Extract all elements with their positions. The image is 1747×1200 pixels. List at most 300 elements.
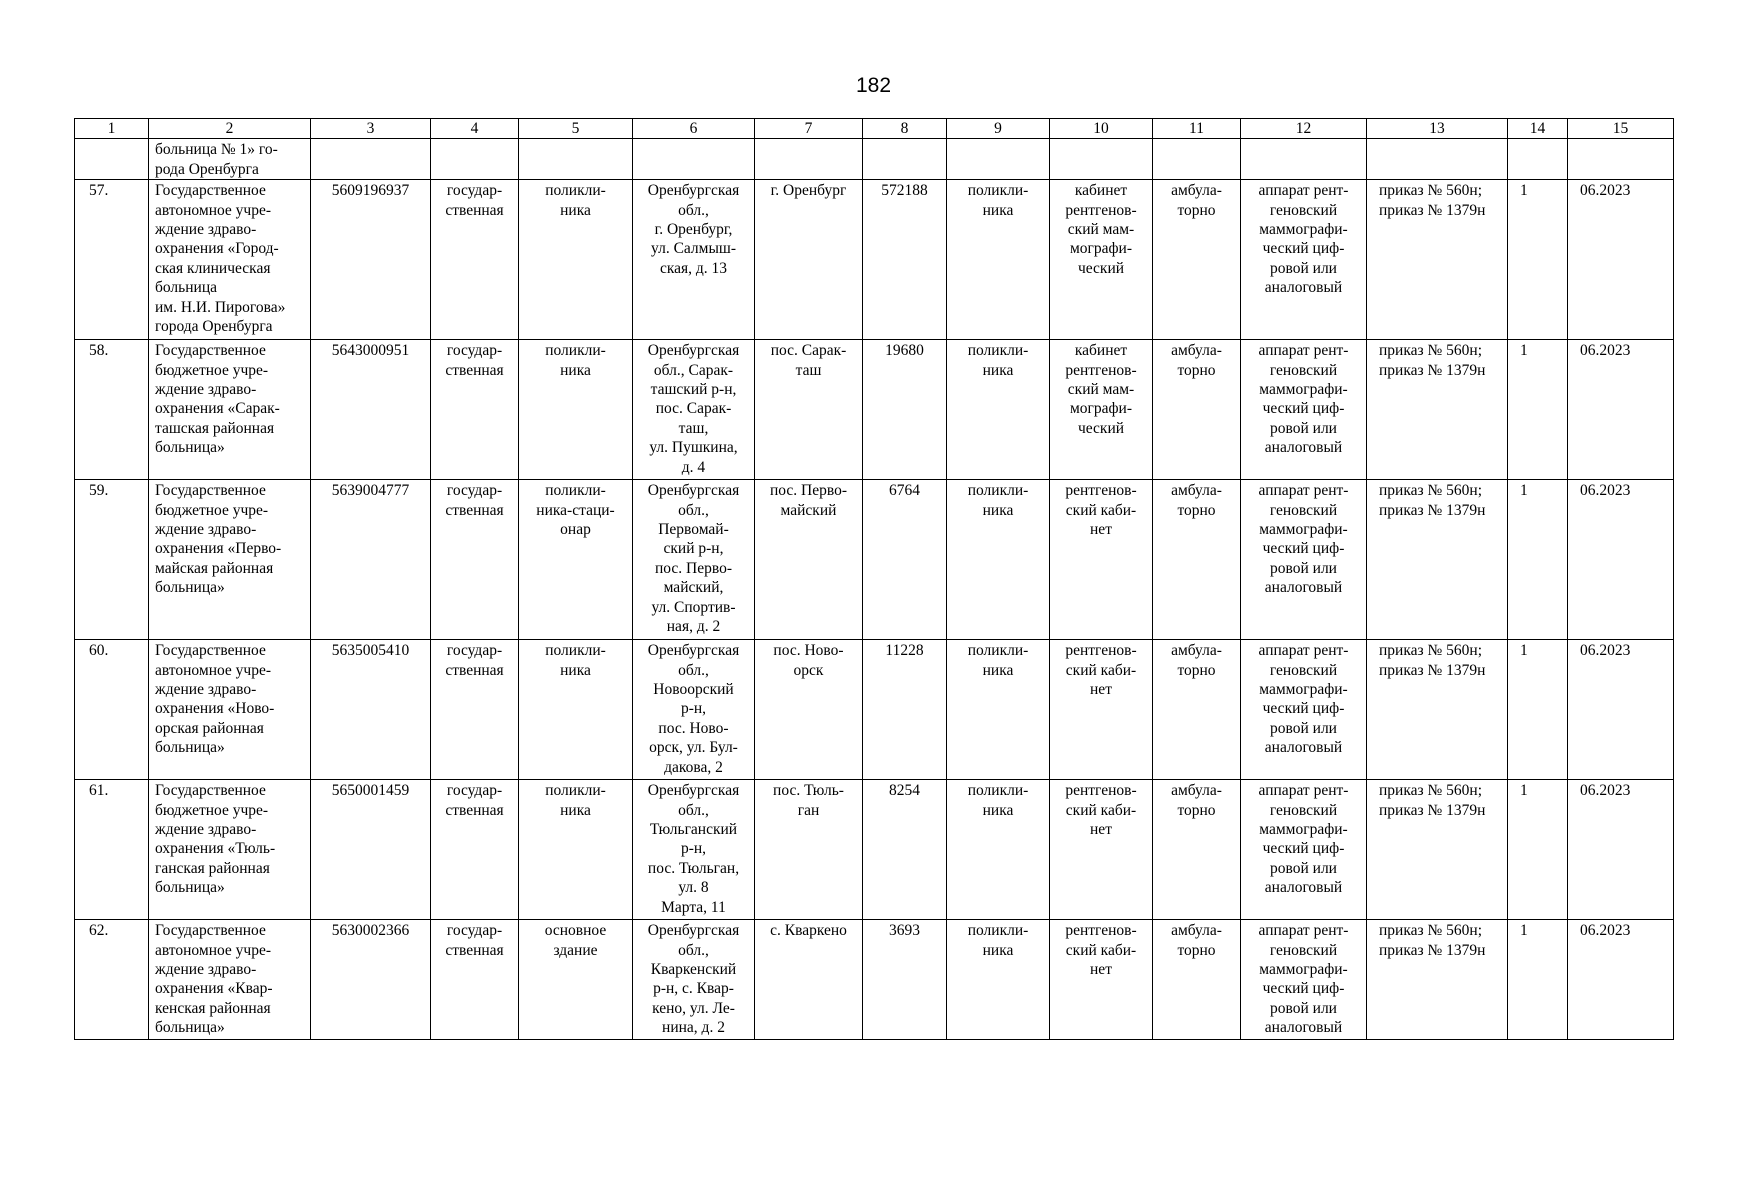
cell-line: мографи- <box>1069 240 1133 258</box>
equipment-cell <box>1241 780 1367 920</box>
cell-line: Государственное <box>155 342 266 360</box>
equipment-cell <box>1241 640 1367 780</box>
cell-line: ника <box>560 361 591 379</box>
inn-cell: 5635005410 <box>311 640 431 780</box>
population-cell: 19680 <box>863 340 947 480</box>
cell-line: приказ № 1379н <box>1379 941 1486 959</box>
table-row <box>75 480 1674 640</box>
cell-line: пос. Ново- <box>658 719 729 737</box>
locality-cell <box>755 920 863 1040</box>
cell-line: рентгенов- <box>1065 642 1137 660</box>
cell-line: ника <box>982 661 1014 679</box>
cell-line: амбула- <box>1171 782 1222 800</box>
date-cell: 06.2023 <box>1568 640 1674 780</box>
care-conditions-cell <box>1153 640 1241 780</box>
orders-cell <box>1367 640 1508 780</box>
cell-line: ул. Пушкина, <box>649 439 738 457</box>
cell-line: обл., <box>678 501 709 519</box>
cell-line: ган <box>797 801 820 819</box>
column-header-4: 4 <box>431 119 519 139</box>
cell-line: приказ № 1379н <box>1379 801 1486 819</box>
column-header-1: 1 <box>75 119 149 139</box>
cell-line: Оренбургская <box>647 482 740 500</box>
cell-line: автономное учре- <box>155 661 272 679</box>
cell-line: ческий циф- <box>1262 540 1345 558</box>
cell-line: ческий <box>1077 419 1125 437</box>
cell-line: рентгенов- <box>1065 922 1137 940</box>
quantity-cell: 1 <box>1508 780 1568 920</box>
cell-line: Оренбургская <box>647 782 740 800</box>
column-header-14: 14 <box>1508 119 1568 139</box>
cell-line: ника <box>982 941 1014 959</box>
cell-line: ровой или <box>1270 419 1337 437</box>
cell-line: г. Оренбург, <box>654 221 733 239</box>
cell-line: амбула- <box>1171 182 1222 200</box>
cell-line: государ- <box>446 782 503 800</box>
row-number: 59. <box>75 480 149 640</box>
cell-line: приказ № 1379н <box>1379 661 1486 679</box>
page-number: 182 <box>855 74 892 97</box>
building-type-cell <box>519 780 633 920</box>
address-cell <box>633 340 755 480</box>
quantity-cell: 1 <box>1508 640 1568 780</box>
table-row <box>75 180 1674 340</box>
cell-line: кабинет <box>1074 182 1128 200</box>
address-cell <box>633 780 755 920</box>
cell-line: поликли- <box>545 342 606 360</box>
organization-name-cell <box>149 180 311 340</box>
empty-cell <box>755 139 863 180</box>
cell-line: Государственное <box>155 482 266 500</box>
locality-cell <box>755 340 863 480</box>
cell-line: пос. Сарак- <box>655 400 732 418</box>
cell-line: им. Н.И. Пирогова» <box>155 298 286 316</box>
care-conditions-cell <box>1153 340 1241 480</box>
cell-line: р-н, <box>680 840 707 858</box>
cell-line: маммографи- <box>1259 521 1348 539</box>
cell-line: геновский <box>1269 501 1338 519</box>
cell-line: поликли- <box>967 342 1029 360</box>
cell-line: торно <box>1177 361 1216 379</box>
subdivision-cell <box>947 640 1050 780</box>
address-cell <box>633 480 755 640</box>
cell-line: ческий циф- <box>1262 400 1345 418</box>
cell-line: Тюльганский <box>649 821 738 839</box>
cell-line: онар <box>560 521 591 539</box>
cell-line: торно <box>1177 201 1216 219</box>
cell-line: автономное учре- <box>155 941 272 959</box>
building-type-cell <box>519 340 633 480</box>
cell-line: Марта, 11 <box>661 898 726 916</box>
cell-line: кабинет <box>1074 342 1128 360</box>
cell-line: ника <box>560 661 591 679</box>
cell-line: ческий <box>1077 259 1125 277</box>
column-header-13: 13 <box>1367 119 1508 139</box>
cell-line: рентгенов- <box>1065 482 1137 500</box>
locality-cell <box>755 480 863 640</box>
cell-line: автономное учре- <box>155 201 272 219</box>
cell-line: амбула- <box>1171 922 1222 940</box>
table-row <box>75 920 1674 1040</box>
cell-line: поликли- <box>545 482 606 500</box>
cell-line: ственная <box>445 201 504 219</box>
cell-line: аналоговый <box>1264 739 1343 757</box>
subdivision-cell <box>947 340 1050 480</box>
column-header-12: 12 <box>1241 119 1367 139</box>
cell-line: больница» <box>155 1019 225 1037</box>
empty-cell <box>1367 139 1508 180</box>
column-header-8: 8 <box>863 119 947 139</box>
cell-line: аналоговый <box>1264 579 1343 597</box>
locality-cell <box>755 180 863 340</box>
cell-line: р-н, с. Квар- <box>653 980 734 998</box>
population-cell: 8254 <box>863 780 947 920</box>
cell-line: здание <box>553 941 598 959</box>
ownership-cell <box>431 780 519 920</box>
row-number: 62. <box>75 920 149 1040</box>
subdivision-cell <box>947 780 1050 920</box>
cell-line: нет <box>1090 961 1112 979</box>
cell-line: охранения «Город- <box>155 240 279 258</box>
row-number: 57. <box>75 180 149 340</box>
population-cell: 572188 <box>863 180 947 340</box>
cell-line: ждение здраво- <box>155 521 257 539</box>
cell-line: Государственное <box>155 782 266 800</box>
subdivision-cell <box>947 180 1050 340</box>
cell-line: таш, <box>678 419 709 437</box>
ownership-cell <box>431 340 519 480</box>
cell-line: нина, д. 2 <box>662 1019 725 1037</box>
cell-line: ственная <box>445 941 504 959</box>
cell-line: Кваркенский <box>650 961 737 979</box>
ownership-cell <box>431 920 519 1040</box>
quantity-cell: 1 <box>1508 480 1568 640</box>
row-number: 60. <box>75 640 149 780</box>
empty-cell <box>947 139 1050 180</box>
cell-line: ский каби- <box>1065 661 1137 679</box>
cell-line: ждение здраво- <box>155 221 257 239</box>
cell-line: обл., <box>678 801 709 819</box>
cell-line: аппарат рент- <box>1258 342 1349 360</box>
address-cell <box>633 180 755 340</box>
cell-line: маммографи- <box>1259 681 1348 699</box>
cell-line: рентгенов- <box>1065 361 1137 379</box>
empty-cell <box>1050 139 1153 180</box>
cell-line: нет <box>1090 821 1112 839</box>
cell-line: ровой или <box>1270 559 1337 577</box>
cell-line: ская клиническая <box>155 259 271 277</box>
cell-line: государ- <box>446 642 503 660</box>
cell-line: больница № 1» го- <box>155 141 278 159</box>
cell-line: Оренбургская <box>647 642 740 660</box>
cell-line: аппарат рент- <box>1258 642 1349 660</box>
cell-line: майская районная <box>155 559 274 577</box>
organization-name-cell <box>149 340 311 480</box>
cabinet-cell <box>1050 340 1153 480</box>
cell-line: аналоговый <box>1264 279 1343 297</box>
empty-cell <box>75 139 149 180</box>
cell-line: ждение здраво- <box>155 821 257 839</box>
cell-line: охранения «Квар- <box>155 980 273 998</box>
cell-line: ника <box>982 361 1014 379</box>
cell-line: ский каби- <box>1065 801 1137 819</box>
column-header-2: 2 <box>149 119 311 139</box>
cell-line: приказ № 560н; <box>1379 342 1483 360</box>
cell-line: геновский <box>1269 201 1338 219</box>
cell-line: пос. Тюльган, <box>647 859 740 877</box>
cell-line: кенская районная <box>155 999 271 1017</box>
building-type-cell <box>519 920 633 1040</box>
cabinet-cell <box>1050 180 1153 340</box>
cell-line: д. 4 <box>681 458 706 476</box>
cell-line: аппарат рент- <box>1258 922 1349 940</box>
cell-line: аппарат рент- <box>1258 782 1349 800</box>
ownership-cell <box>431 480 519 640</box>
cell-line: поликли- <box>967 782 1029 800</box>
row-number: 58. <box>75 340 149 480</box>
cell-line: Оренбургская <box>647 922 740 940</box>
cell-line: охранения «Перво- <box>155 540 282 558</box>
cell-line: бюджетное учре- <box>155 501 269 519</box>
orders-cell <box>1367 340 1508 480</box>
row-number: 61. <box>75 780 149 920</box>
cell-line: приказ № 1379н <box>1379 501 1486 519</box>
cell-line: рентгенов- <box>1065 782 1137 800</box>
table-body <box>75 119 1674 1040</box>
cell-line: ждение здраво- <box>155 961 257 979</box>
cell-line: амбула- <box>1171 482 1222 500</box>
organization-name-cell <box>149 480 311 640</box>
inn-cell: 5639004777 <box>311 480 431 640</box>
cell-line: пос. Перво- <box>654 559 732 577</box>
address-cell <box>633 920 755 1040</box>
cell-line: поликли- <box>545 642 606 660</box>
column-header-10: 10 <box>1050 119 1153 139</box>
empty-cell <box>311 139 431 180</box>
cell-line: государ- <box>446 182 503 200</box>
organization-name-cell <box>149 920 311 1040</box>
date-cell: 06.2023 <box>1568 340 1674 480</box>
cell-line: ташская районная <box>155 419 275 437</box>
date-cell: 06.2023 <box>1568 920 1674 1040</box>
cell-line: бюджетное учре- <box>155 801 269 819</box>
cell-line: торно <box>1177 661 1216 679</box>
cell-line: пос. Перво- <box>769 482 847 500</box>
cell-line: аппарат рент- <box>1258 182 1349 200</box>
cell-line: поликли- <box>967 642 1029 660</box>
care-conditions-cell <box>1153 180 1241 340</box>
orders-cell <box>1367 780 1508 920</box>
cell-line: рода Оренбурга <box>155 160 259 178</box>
empty-cell <box>1153 139 1241 180</box>
empty-cell <box>519 139 633 180</box>
cell-line: Государственное <box>155 642 266 660</box>
cell-line: охранения «Сарак- <box>155 400 280 418</box>
cell-line: поликли- <box>967 182 1029 200</box>
cell-line: майский <box>780 501 837 519</box>
cell-line: обл., <box>678 201 709 219</box>
cell-line: дакова, 2 <box>664 758 723 776</box>
cabinet-cell <box>1050 920 1153 1040</box>
orders-cell <box>1367 180 1508 340</box>
cell-line: пос. Тюль- <box>773 782 844 800</box>
cell-line: обл., <box>678 661 709 679</box>
cell-line: маммографи- <box>1259 821 1348 839</box>
cell-line: майский, <box>663 579 724 597</box>
subdivision-cell <box>947 480 1050 640</box>
orders-cell <box>1367 920 1508 1040</box>
cell-line: пос. Сарак- <box>770 342 847 360</box>
cell-line: нет <box>1090 521 1112 539</box>
care-conditions-cell <box>1153 480 1241 640</box>
cell-line: больница» <box>155 739 225 757</box>
cell-line: ровой или <box>1270 719 1337 737</box>
cell-line: аналоговый <box>1264 439 1343 457</box>
cell-line: ровой или <box>1270 259 1337 277</box>
cell-line: мографи- <box>1069 400 1133 418</box>
column-header-3: 3 <box>311 119 431 139</box>
cabinet-cell <box>1050 640 1153 780</box>
date-cell: 06.2023 <box>1568 480 1674 640</box>
cell-line: геновский <box>1269 801 1338 819</box>
empty-cell <box>1568 139 1674 180</box>
cell-line: ника-стаци- <box>536 501 615 519</box>
cell-line: ский мам- <box>1067 381 1135 399</box>
column-header-6: 6 <box>633 119 755 139</box>
cell-line: приказ № 1379н <box>1379 201 1486 219</box>
empty-cell <box>633 139 755 180</box>
cell-line: больница» <box>155 879 225 897</box>
cell-line: геновский <box>1269 941 1338 959</box>
inn-cell: 5609196937 <box>311 180 431 340</box>
cell-line: ственная <box>445 501 504 519</box>
cabinet-cell <box>1050 480 1153 640</box>
cell-line: таш <box>795 361 822 379</box>
cell-line: государ- <box>446 922 503 940</box>
ownership-cell <box>431 180 519 340</box>
cell-line: аналоговый <box>1264 879 1343 897</box>
cell-line: торно <box>1177 941 1216 959</box>
cell-line: с. Кваркено <box>770 922 847 940</box>
cell-line: ственная <box>445 661 504 679</box>
cell-line: ул. 8 <box>678 879 709 897</box>
cell-line: ника <box>560 801 591 819</box>
empty-cell <box>1508 139 1568 180</box>
locality-cell <box>755 640 863 780</box>
continuation-row <box>75 139 1674 180</box>
cell-line: ника <box>560 201 591 219</box>
cell-line: приказ № 560н; <box>1379 482 1483 500</box>
cell-line: Государственное <box>155 922 266 940</box>
building-type-cell <box>519 640 633 780</box>
continued-name-cell <box>149 139 311 180</box>
population-cell: 11228 <box>863 640 947 780</box>
cell-line: охранения «Тюль- <box>155 840 276 858</box>
cell-line: орск <box>793 661 824 679</box>
cell-line: ровой или <box>1270 999 1337 1017</box>
address-cell <box>633 640 755 780</box>
population-cell: 6764 <box>863 480 947 640</box>
cabinet-cell <box>1050 780 1153 920</box>
cell-line: ский мам- <box>1067 221 1135 239</box>
cell-line: ческий циф- <box>1262 700 1345 718</box>
organization-name-cell <box>149 640 311 780</box>
cell-line: кено, ул. Ле- <box>652 999 735 1017</box>
cell-line: поликли- <box>545 782 606 800</box>
cell-line: торно <box>1177 801 1216 819</box>
building-type-cell <box>519 180 633 340</box>
care-conditions-cell <box>1153 920 1241 1040</box>
cell-line: Государственное <box>155 182 266 200</box>
quantity-cell: 1 <box>1508 180 1568 340</box>
cell-line: маммографи- <box>1259 961 1348 979</box>
cell-line: Первомай- <box>658 521 729 539</box>
cell-line: орск, ул. Бул- <box>649 739 738 757</box>
cell-line: ровой или <box>1270 859 1337 877</box>
cell-line: обл., Сарак- <box>653 361 734 379</box>
population-cell: 3693 <box>863 920 947 1040</box>
cell-line: ческий циф- <box>1262 980 1345 998</box>
cell-line: ский р-н, <box>663 540 724 558</box>
cell-line: ственная <box>445 361 504 379</box>
empty-cell <box>1241 139 1367 180</box>
cell-line: орская районная <box>155 719 264 737</box>
cell-line: р-н, <box>680 700 707 718</box>
empty-cell <box>863 139 947 180</box>
cell-line: геновский <box>1269 361 1338 379</box>
cell-line: поликли- <box>545 182 606 200</box>
cell-line: основное <box>544 922 607 940</box>
cell-line: ника <box>982 801 1014 819</box>
organization-name-cell <box>149 780 311 920</box>
equipment-cell <box>1241 480 1367 640</box>
column-header-9: 9 <box>947 119 1050 139</box>
cell-line: ул. Салмыш- <box>651 240 736 258</box>
cell-line: поликли- <box>967 482 1029 500</box>
cell-line: бюджетное учре- <box>155 361 269 379</box>
cell-line: Оренбургская <box>647 182 740 200</box>
cell-line: Оренбургская <box>647 342 740 360</box>
column-header-11: 11 <box>1153 119 1241 139</box>
quantity-cell: 1 <box>1508 340 1568 480</box>
cell-line: ческий циф- <box>1262 240 1345 258</box>
table-row <box>75 780 1674 920</box>
date-cell: 06.2023 <box>1568 780 1674 920</box>
column-header-15: 15 <box>1568 119 1674 139</box>
column-header-7: 7 <box>755 119 863 139</box>
equipment-cell <box>1241 340 1367 480</box>
cell-line: г. Оренбург <box>770 182 847 200</box>
cell-line: ская, д. 13 <box>659 259 728 277</box>
inn-cell: 5643000951 <box>311 340 431 480</box>
table-row <box>75 640 1674 780</box>
cell-line: торно <box>1177 501 1216 519</box>
equipment-cell <box>1241 180 1367 340</box>
equipment-registry-table <box>74 118 1674 1040</box>
cell-line: Новоорский <box>653 681 734 699</box>
cell-line: обл., <box>678 941 709 959</box>
cell-line: ский каби- <box>1065 501 1137 519</box>
cell-line: больница» <box>155 579 225 597</box>
cell-line: аналоговый <box>1264 1019 1343 1037</box>
cell-line: ника <box>982 201 1014 219</box>
locality-cell <box>755 780 863 920</box>
orders-cell <box>1367 480 1508 640</box>
cell-line: больница» <box>155 439 225 457</box>
quantity-cell: 1 <box>1508 920 1568 1040</box>
care-conditions-cell <box>1153 780 1241 920</box>
cell-line: ский каби- <box>1065 941 1137 959</box>
